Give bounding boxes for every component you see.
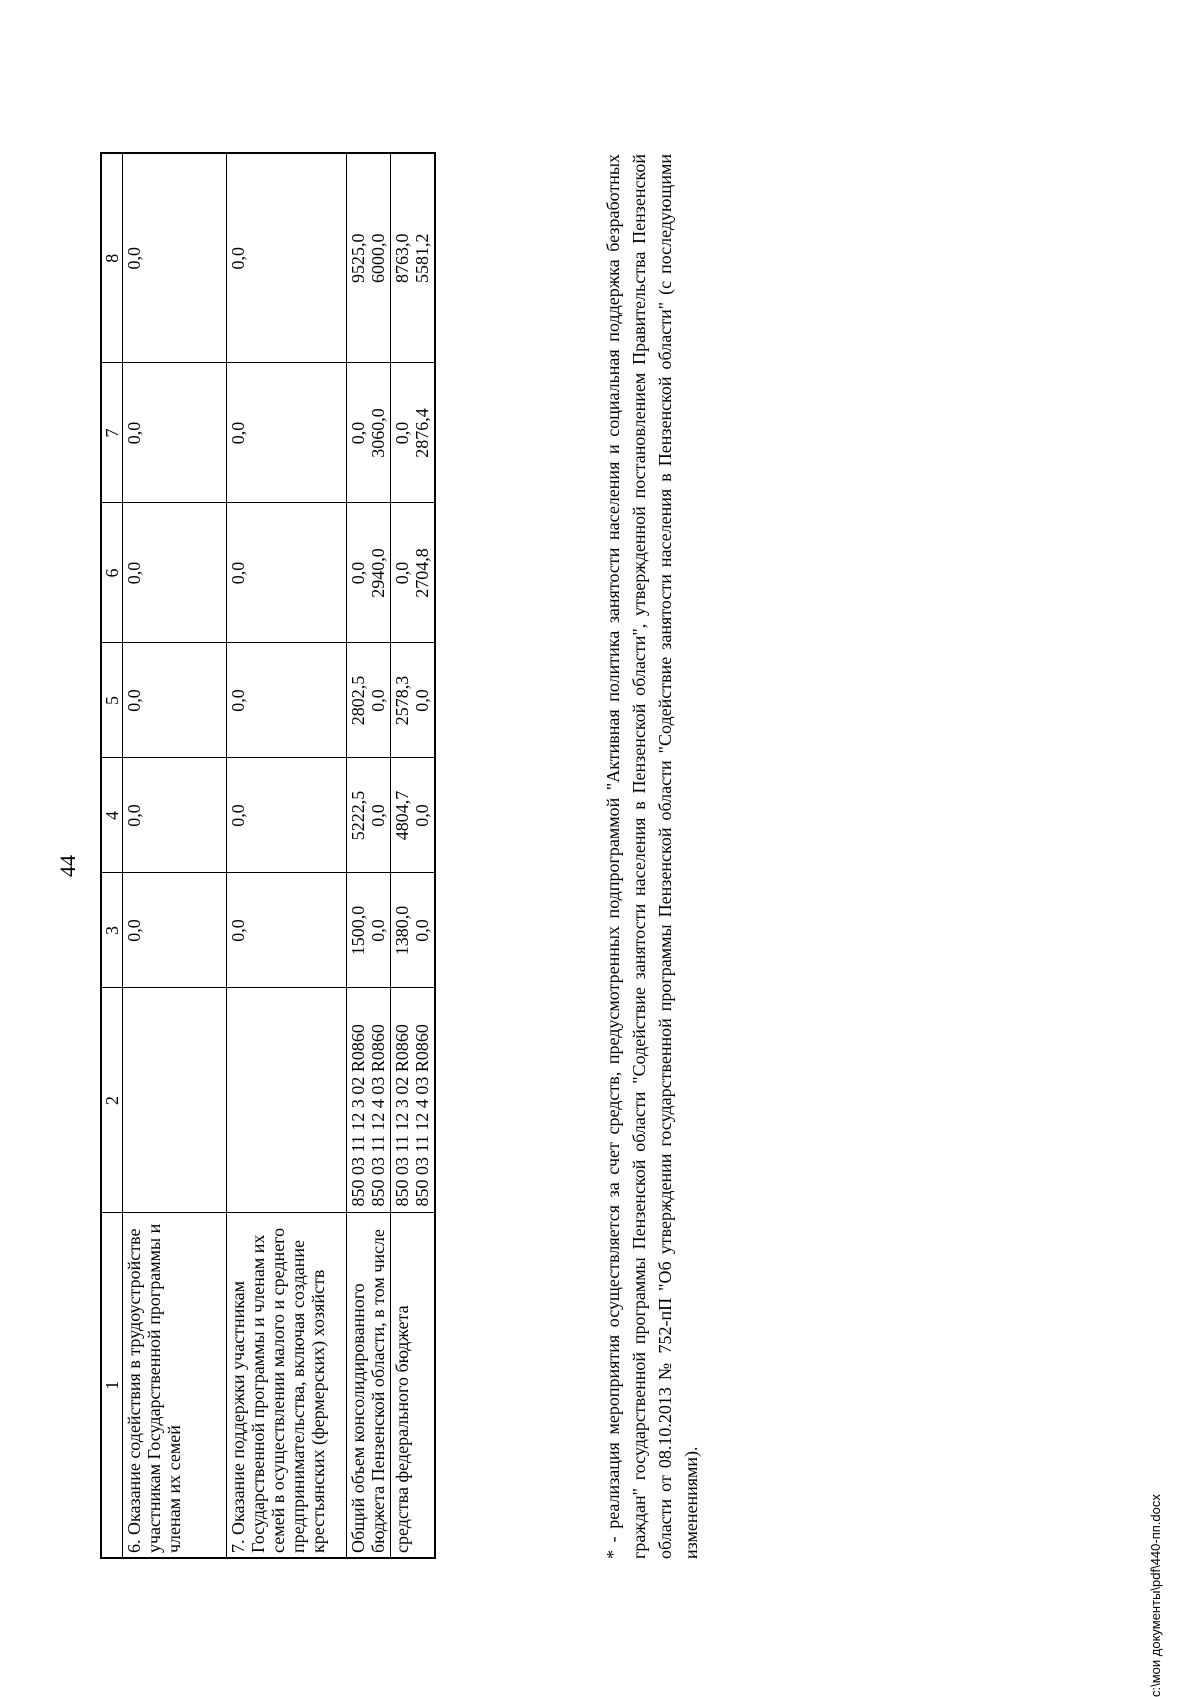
value: 1500,0	[348, 905, 368, 956]
value-cell	[347, 363, 391, 503]
table-row	[123, 153, 227, 1558]
value: 0,0	[392, 561, 412, 585]
value: 0,0	[412, 804, 432, 827]
footnote: * - реализация мероприятия осуществляется за счет средств, предусмотренных подпрограммой "Активная политика занятости населения и социальная поддержка безработных граждан" государственной программы Пензенской области "Содействие занятости населения в Пензенской области", утвержденной постановлением Правительства Пензенской области от 08.10.2013 № 752-пП "Об утверждении государственной программы Пензенской области "Содействие занятости населения в Пензенской области" (с последующими изменениями).	[603, 154, 701, 1559]
value-cell: 0,0	[123, 363, 227, 503]
value: 2578,3	[392, 675, 412, 726]
value: 8763,0	[392, 233, 412, 283]
value-cell: 0,0	[123, 873, 227, 988]
value-cell: 0,0	[227, 873, 347, 988]
header-cell: 2	[101, 988, 123, 1213]
table-row	[227, 153, 347, 1558]
budget-code-cell	[347, 988, 391, 1213]
budget-code: 850 03 11 12 4 03 R0860	[368, 1024, 388, 1207]
value: 0,0	[368, 689, 388, 712]
value-cell	[347, 873, 391, 988]
value-cell	[391, 153, 435, 363]
budget-code: 850 03 11 12 3 02 R0860	[392, 1024, 412, 1207]
row-label: средства федерального бюджета	[391, 1213, 435, 1558]
value: 1380,0	[392, 905, 412, 956]
value-cell: 0,0	[123, 153, 227, 363]
budget-code: 850 03 11 12 3 02 R0860	[348, 1024, 368, 1207]
value: 2876,4	[412, 408, 432, 458]
value: 5222,5	[348, 790, 368, 841]
table-header-row	[101, 153, 123, 1558]
value-cell: 0,0	[227, 758, 347, 873]
value: 4804,7	[392, 790, 412, 841]
value: 2704,8	[412, 548, 432, 598]
header-cell: 3	[101, 873, 123, 988]
header-cell: 5	[101, 643, 123, 758]
value-cell	[391, 643, 435, 758]
header-cell: 7	[101, 363, 123, 503]
value-cell: 0,0	[227, 643, 347, 758]
table-row	[391, 153, 435, 1558]
value-cell	[391, 363, 435, 503]
value-cell	[391, 873, 435, 988]
row-label: Общий объем консолидированного бюджета Пензенской области, в том числе	[347, 1213, 391, 1558]
value-cell: 0,0	[123, 758, 227, 873]
value-cell: 0,0	[227, 363, 347, 503]
value: 5581,2	[412, 233, 432, 283]
header-cell: 6	[101, 503, 123, 643]
header-cell: 4	[101, 758, 123, 873]
value-cell: 0,0	[123, 503, 227, 643]
value-cell	[347, 153, 391, 363]
row-label: 6. Оказание содействия в трудоустройстве участникам Государственной программы и членам их семей	[123, 1213, 227, 1558]
value-cell	[347, 758, 391, 873]
row-label: 7. Оказание поддержки участникам Государственной программы и членам их семей в осуществлении малого и среднего предпринимательства, включая создание крестьянских (фермерских) хозяйств	[227, 1213, 347, 1558]
value-cell	[347, 503, 391, 643]
budget-table	[100, 152, 436, 1559]
value: 0,0	[348, 561, 368, 585]
value: 9525,0	[348, 233, 368, 283]
value: 3060,0	[368, 408, 388, 458]
value: 0,0	[412, 689, 432, 712]
header-cell: 8	[101, 153, 123, 363]
value: 0,0	[412, 919, 432, 942]
value-cell	[347, 643, 391, 758]
budget-code-cell	[391, 988, 435, 1213]
budget-code-cell	[227, 988, 347, 1213]
value-cell: 0,0	[123, 643, 227, 758]
value: 6000,0	[368, 233, 388, 283]
value-cell: 0,0	[227, 153, 347, 363]
budget-code: 850 03 11 12 4 03 R0860	[412, 1024, 432, 1207]
value: 2802,5	[348, 675, 368, 726]
value-cell	[391, 503, 435, 643]
header-cell: 1	[101, 1213, 123, 1558]
budget-code-cell	[123, 988, 227, 1213]
value-cell: 0,0	[227, 503, 347, 643]
file-path: c:\мои документы\pdf\440-пп.docx	[1148, 1494, 1163, 1697]
value: 0,0	[392, 421, 412, 445]
table-row	[347, 153, 391, 1558]
value: 2940,0	[368, 548, 388, 598]
value: 0,0	[368, 919, 388, 942]
value: 0,0	[348, 421, 368, 445]
page-number: 44	[55, 855, 80, 877]
value: 0,0	[368, 804, 388, 827]
value-cell	[391, 758, 435, 873]
